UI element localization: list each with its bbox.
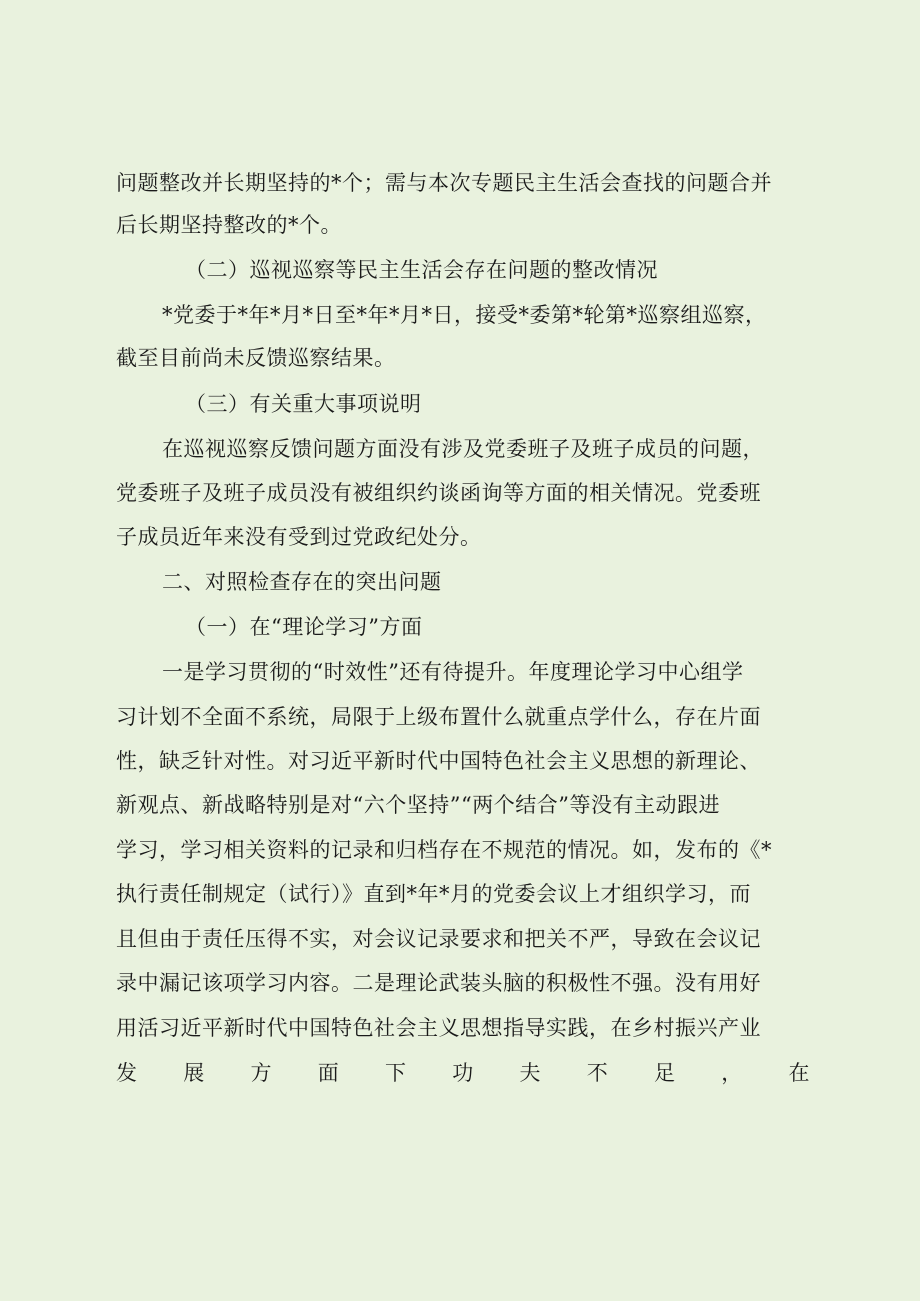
char: 夫: [519, 1061, 541, 1085]
paragraph-line: 且但由于责任压得不实，对会议记录要求和把关不严，导致在会议记: [116, 927, 761, 951]
paragraph-line: *党委于*年*月*日至*年*月*日，接受*委第*轮第*巡察组巡察，: [162, 303, 767, 327]
paragraph-line: 用活习近平新时代中国特色社会主义思想指导实践，在乡村振兴产业: [116, 1016, 761, 1040]
paragraph-line: 学习，学习相关资料的记录和归档存在不规范的情况。如，发布的《*: [116, 838, 772, 862]
paragraph-line: 截至目前尚未反馈巡察结果。: [116, 346, 396, 370]
paragraph-line: 问题整改并长期坚持的*个；需与本次专题民主生活会查找的问题合并: [116, 171, 772, 195]
char: 足: [654, 1061, 676, 1085]
char: 方: [250, 1061, 272, 1085]
paragraph-line: 子成员近年来没有受到过党政纪处分。: [116, 525, 482, 549]
justified-paragraph-line: [116, 1058, 810, 1088]
char: 不: [586, 1061, 609, 1085]
char: 展: [183, 1061, 205, 1085]
paragraph-line: 一是学习贯彻的“时效性”还有待提升。年度理论学习中心组学: [162, 660, 744, 684]
char: 下: [385, 1061, 407, 1085]
paragraph-line: 党委班子及班子成员没有被组织约谈函询等方面的相关情况。党委班: [116, 481, 761, 505]
subsection-heading: （一）在“理论学习”方面: [185, 615, 423, 639]
char: 在: [788, 1061, 810, 1085]
section-heading: 二、对照检查存在的突出问题: [162, 570, 442, 594]
section-heading: （三）有关重大事项说明: [185, 392, 422, 416]
paragraph-line: 性，缺乏针对性。对习近平新时代中国特色社会主义思想的新理论、: [116, 749, 761, 773]
paragraph-line: 在巡视巡察反馈问题方面没有涉及党委班子及班子成员的问题，: [162, 437, 764, 461]
paragraph-line: 习计划不全面不系统，局限于上级布置什么就重点学什么，存在片面: [116, 705, 761, 729]
paragraph-line: 录中漏记该项学习内容。二是理论武装头脑的积极性不强。没有用好: [116, 971, 761, 995]
char: 发: [116, 1061, 138, 1085]
char: ，: [721, 1061, 743, 1085]
paragraph-line: 后长期坚持整改的*个。: [116, 213, 342, 237]
char: 功: [452, 1061, 474, 1085]
char: 面: [317, 1061, 340, 1085]
paragraph-line: 新观点、新战略特别是对“六个坚持”“两个结合”等没有主动跟进: [116, 793, 720, 817]
section-heading: （二）巡视巡察等民主生活会存在问题的整改情况: [185, 258, 658, 282]
paragraph-line: 执行责任制规定（试行）》直到*年*月的党委会议上才组织学习，而: [116, 882, 751, 906]
